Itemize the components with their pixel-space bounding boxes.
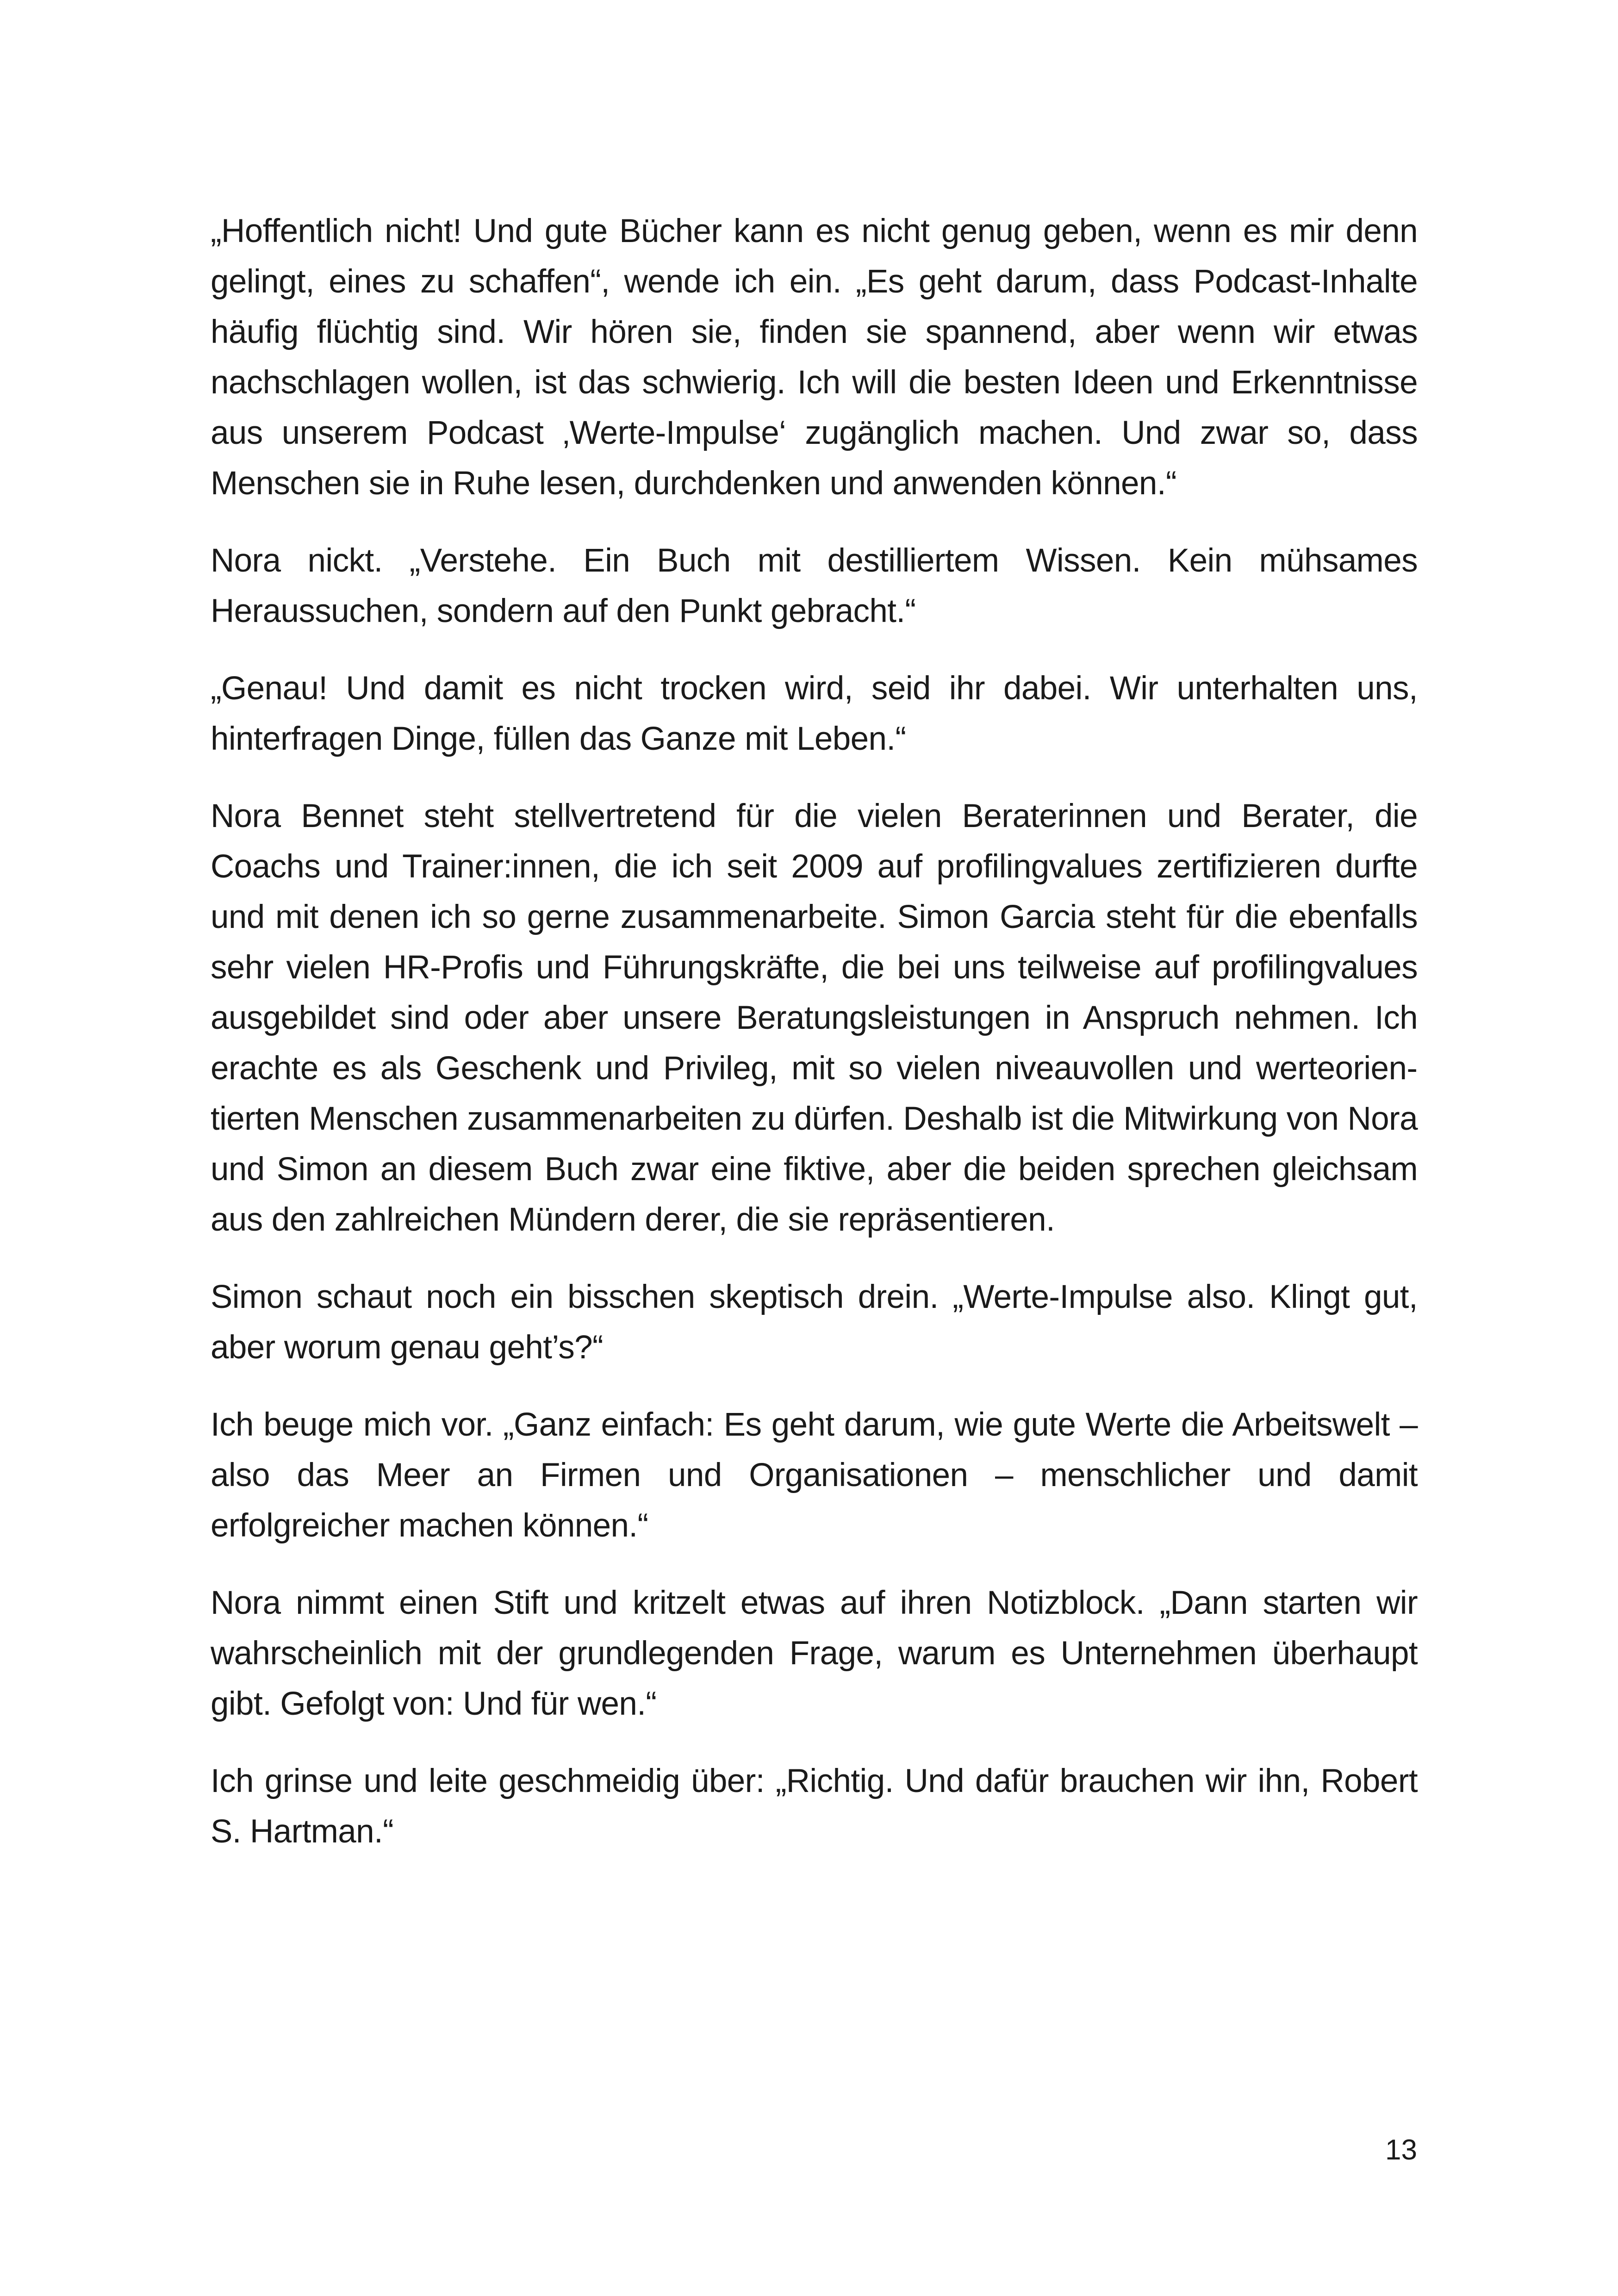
paragraph: Nora nickt. „Verstehe. Ein Buch mit destilliertem Wissen. Kein mühsames Heraussuchen, sondern auf den Punkt gebracht.“ — [211, 542, 1418, 629]
body-text — [211, 206, 1418, 1884]
paragraph: Simon schaut noch ein bisschen skeptisch drein. „Werte-Impulse also. Klingt gut, aber worum genau geht’s?“ — [211, 1279, 1418, 1366]
paragraph: Nora nimmt einen Stift und kritzelt etwas auf ihren Notizblock. „Dann starten wir wahrscheinlich mit der grundlegenden Frage, warum es Unternehmen überhaupt gibt. Gefolgt von: Und für wen.“ — [211, 1585, 1418, 1722]
paragraph: Nora Bennet steht stellvertretend für die vielen Beraterinnen und Berater, die Coachs und Trainer:innen, die ich seit 2009 auf profilingvalues zertifizieren durfte und mit denen ich so gerne zusammenarbeite. Simon Garcia steht für die ebenfalls sehr vielen HR-Profis und Führungskräfte, die bei uns teilweise auf profilingvalues ausgebildet sind oder aber unsere Beratungsleistungen in Anspruch nehmen. Ich erachte es als Geschenk und Privileg, mit so vielen niveauvollen und werteorientierten Menschen zusammenarbeiten zu dürfen. Deshalb ist die Mitwirkung von Nora und Simon an diesem Buch zwar eine fiktive, aber die beiden sprechen gleichsam aus den zahlreichen Mündern derer, die sie repräsentieren. — [211, 798, 1418, 1238]
paragraph: Ich grinse und leite geschmeidig über: „Richtig. Und dafür brauchen wir ihn, Robert S. Hartman.“ — [211, 1763, 1418, 1850]
page-number: 13 — [1385, 2134, 1417, 2166]
paragraph: Ich beuge mich vor. „Ganz einfach: Es geht darum, wie gute Werte die Arbeitswelt – also das Meer an Firmen und Organisationen – menschlicher und damit erfolgreicher machen können.“ — [211, 1406, 1418, 1544]
paragraph: „Genau! Und damit es nicht trocken wird, seid ihr dabei. Wir unterhalten uns, hinterfragen Dinge, füllen das Ganze mit Leben.“ — [211, 670, 1418, 757]
paragraph: „Hoffentlich nicht! Und gute Bücher kann es nicht genug geben, wenn es mir denn gelingt, eines zu schaffen“, wende ich ein. „Es geht darum, dass Podcast-Inhalte häufig flüchtig sind. Wir hören sie, finden sie spannend, aber wenn wir etwas nachschlagen wollen, ist das schwierig. Ich will die besten Ideen und Erkenntnisse aus unserem Podcast ‚Werte-Impulse‘ zugänglich machen. Und zwar so, dass Menschen sie in Ruhe lesen, durchdenken und anwenden können.“ — [211, 213, 1418, 502]
